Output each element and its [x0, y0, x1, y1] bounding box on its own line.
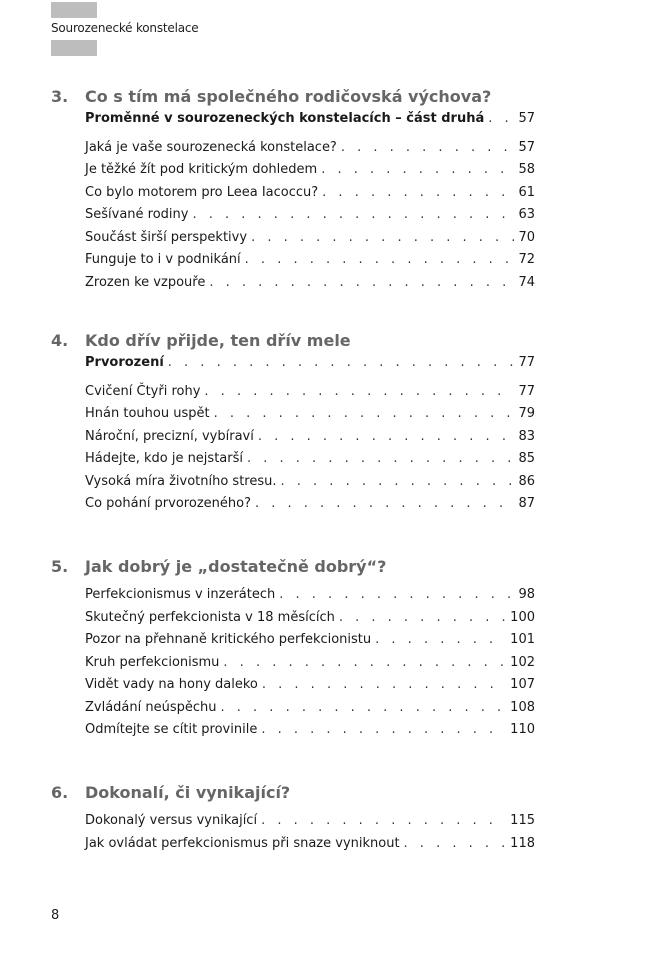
toc-entry[interactable]: [85, 833, 535, 856]
toc-entry-page: 85: [518, 451, 535, 466]
toc-entry-title: Vysoká míra životního stresu.: [85, 473, 277, 489]
dot-leader: [214, 403, 515, 426]
dot-leader: [404, 833, 507, 856]
dot-leader: [221, 697, 507, 720]
toc-entry-page: 108: [510, 699, 535, 715]
chapter-heading[interactable]: [51, 554, 535, 578]
toc-entry[interactable]: [85, 137, 535, 160]
toc-entry-title: Funguje to i v podnikání: [85, 252, 241, 267]
toc-chapter: [51, 84, 535, 294]
chapter-number: 3.: [51, 86, 69, 106]
toc-entry-list: [85, 584, 535, 742]
toc-entry-page: 115: [510, 813, 535, 828]
toc-entry[interactable]: [85, 249, 535, 272]
toc-entry[interactable]: [85, 629, 535, 652]
toc-entry-title: Co bylo motorem pro Leea Iacoccu?: [85, 184, 319, 200]
chapter-number: 6.: [51, 782, 69, 802]
chapter-heading[interactable]: [51, 84, 535, 108]
toc-entry[interactable]: [85, 204, 535, 227]
running-head: Sourozenecké konstelace: [51, 21, 199, 35]
toc-entry-title: Sešívané rodiny: [85, 207, 189, 222]
dot-leader: [261, 719, 506, 742]
toc-entry-page: 77: [518, 383, 535, 399]
toc-entry-page: 83: [518, 428, 535, 444]
toc-entry[interactable]: [85, 493, 535, 516]
dot-leader: [192, 204, 514, 227]
toc-entry-page: 101: [510, 632, 535, 647]
toc-entry-title: Perfekcionismus v inzerátech: [85, 587, 276, 602]
toc-entry[interactable]: [85, 272, 535, 295]
toc-entry-list: [85, 352, 535, 516]
toc-chapter: [51, 554, 535, 742]
toc-entry-list: [85, 108, 535, 294]
toc-entry-title: Jak ovládat perfekcionismus při snaze vyniknout: [85, 835, 400, 851]
toc-entry-page: 110: [510, 722, 535, 737]
dot-leader: [488, 108, 514, 131]
toc-entry-page: 77: [518, 355, 535, 370]
toc-entry-title: Vidět vady na hony daleko: [85, 677, 258, 692]
dot-leader: [339, 607, 506, 630]
toc-entry-page: 58: [518, 162, 535, 177]
toc-entry[interactable]: [85, 697, 535, 720]
dot-leader: [204, 381, 514, 404]
toc-entry[interactable]: [85, 352, 535, 375]
toc-entry-page: 98: [518, 587, 535, 602]
dot-leader: [251, 227, 514, 250]
chapter-number: 4.: [51, 330, 69, 350]
toc-entry-page: 72: [518, 252, 535, 267]
toc-entry-title: Nároční, precizní, vybíraví: [85, 428, 254, 444]
dot-leader: [247, 448, 514, 471]
toc-entry[interactable]: [85, 810, 535, 833]
toc-entry[interactable]: [85, 403, 535, 426]
dot-leader: [258, 426, 515, 449]
toc-entry-title: Je těžké žít pod kritickým dohledem: [85, 162, 318, 177]
toc-entry[interactable]: [85, 719, 535, 742]
toc-entry-title: Co pohání prvorozeného?: [85, 496, 251, 511]
toc-entry-title: Prvorození: [85, 355, 164, 370]
toc-entry-title: Kruh perfekcionismu: [85, 654, 220, 670]
toc-entry-title: Skutečný perfekcionista v 18 měsících: [85, 609, 335, 625]
dot-leader: [255, 493, 514, 516]
toc-entry[interactable]: [85, 381, 535, 404]
dot-leader: [245, 249, 515, 272]
toc-entry-title: Odmítejte se cítit provinile: [85, 722, 258, 737]
dot-leader: [209, 272, 514, 295]
chapter-title: Kdo dřív přijde, ten dřív mele: [85, 330, 351, 350]
dot-leader: [322, 182, 514, 205]
toc-entry-page: 63: [518, 207, 535, 222]
dot-leader: [223, 652, 506, 675]
toc-entry-title: Proměnné v sourozeneckých konstelacích – část druhá: [85, 111, 485, 126]
toc-entry-title: Pozor na přehnaně kritického perfekcionistu: [85, 632, 372, 647]
chapter-heading[interactable]: [51, 328, 535, 352]
dot-leader: [375, 629, 506, 652]
toc-entry[interactable]: [85, 182, 535, 205]
header-decoration-bar-bottom: [51, 40, 97, 56]
toc-entry-page: 57: [518, 139, 535, 155]
toc-entry-title: Součást širší perspektivy: [85, 229, 248, 245]
toc-entry-page: 61: [518, 184, 535, 200]
toc-entry-page: 118: [510, 835, 535, 851]
toc-entry-page: 86: [518, 473, 535, 489]
dot-leader: [262, 674, 506, 697]
dot-leader: [168, 352, 515, 375]
toc-entry[interactable]: [85, 652, 535, 675]
toc-entry[interactable]: [85, 584, 535, 607]
dot-leader: [261, 810, 506, 833]
dot-leader: [279, 584, 514, 607]
toc-entry[interactable]: [85, 227, 535, 250]
toc-entry-page: 100: [510, 609, 535, 625]
toc-entry[interactable]: [85, 471, 535, 494]
toc-entry[interactable]: [85, 108, 535, 131]
toc-entry-title: Hádejte, kdo je nejstarší: [85, 451, 243, 466]
toc-entry-title: Zvládání neúspěchu: [85, 699, 217, 715]
toc-entry-title: Zrozen ke vzpouře: [85, 274, 206, 290]
toc-entry-page: 79: [518, 406, 535, 421]
toc-entry-page: 107: [510, 677, 535, 692]
toc-entry-page: 70: [518, 229, 535, 245]
toc-entry[interactable]: [85, 448, 535, 471]
dot-leader: [341, 137, 515, 160]
chapter-title: Dokonalí, či vynikající?: [85, 782, 291, 802]
page-number: 8: [51, 908, 60, 923]
toc-entry-page: 74: [518, 274, 535, 290]
toc-entry[interactable]: [85, 674, 535, 697]
toc-chapter: [51, 780, 535, 855]
toc-entry-page: 87: [518, 496, 535, 511]
toc-entry-list: [85, 810, 535, 855]
chapter-heading[interactable]: [51, 780, 535, 804]
dot-leader: [321, 159, 514, 182]
chapter-title: Jak dobrý je „dostatečně dobrý“?: [85, 556, 387, 576]
toc-entry[interactable]: [85, 426, 535, 449]
chapter-title: Co s tím má společného rodičovská výchova?: [85, 86, 492, 106]
toc-entry-page: 57: [518, 111, 535, 126]
header-decoration-bar-top: [51, 2, 97, 18]
toc-chapter: [51, 328, 535, 516]
dot-leader: [281, 471, 515, 494]
toc-entry[interactable]: [85, 607, 535, 630]
toc-entry[interactable]: [85, 159, 535, 182]
chapter-number: 5.: [51, 556, 69, 576]
toc-entry-page: 102: [510, 654, 535, 670]
toc-entry-title: Cvičení Čtyři rohy: [85, 383, 201, 399]
toc-entry-title: Hnán touhou uspět: [85, 406, 210, 421]
toc-entry-title: Dokonalý versus vynikající: [85, 813, 258, 828]
toc-entry-title: Jaká je vaše sourozenecká konstelace?: [85, 139, 337, 155]
